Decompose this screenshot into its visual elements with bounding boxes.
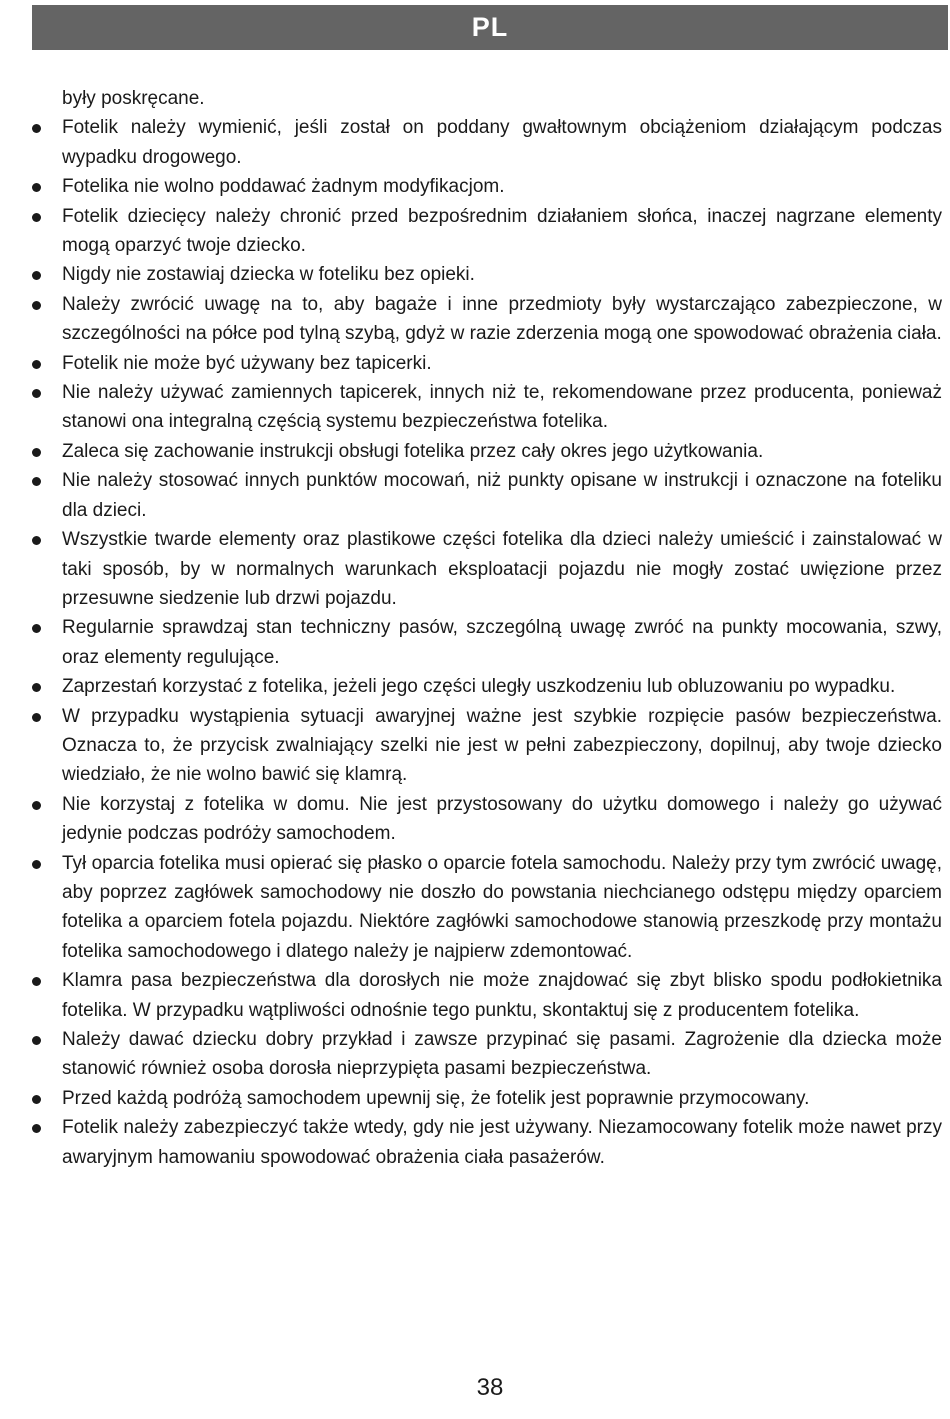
bullet-text: W przypadku wystąpienia sytuacji awaryjnej ważne jest szybkie rozpięcie pasów bezpieczeństwa. Oznacza to, że przycisk zwalniający szelki nie jest w pełni zabezpieczony, dopilnuj, aby twoje dziecko wiedziało, że nie wolno bawić się klamrą. [62,705,942,786]
bullet-text: Należy zwrócić uwagę na to, aby bagaże i inne przedmioty były wystarczająco zabezpieczone, w szczególności na półce pod tylną szybą, gdyż w razie zderzenia mogą one spowodować obrażenia ciała. [62,293,942,345]
bullet-text: Fotelik nie może być używany bez tapicerki. [62,352,432,374]
bullet-item [30,849,942,967]
bullet-text: Zaprzestań korzystać z fotelika, jeżeli jego części uległy uszkodzeniu lub obluzowaniu po wypadku. [62,676,896,698]
bullet-item [30,1084,942,1113]
page-number: 38 [476,1374,504,1401]
bullet-item [30,966,942,1025]
bullet-text: Należy dawać dziecku dobry przykład i zawsze przypinać się pasami. Zagrożenie dla dziecka może stanowić również osoba dorosła nieprzypięta pasami bezpieczeństwa. [62,1029,942,1080]
bullet-dot-icon [32,536,41,545]
bullet-item [30,613,942,672]
bullet-dot-icon [32,1095,41,1104]
language-header-bar [32,5,948,50]
bullet-dot-icon [32,683,41,692]
bullet-dot-icon [32,360,41,369]
bullet-text: Wszystkie twarde elementy oraz plastikowe części fotelika dla dzieci należy umieścić i zainstalować w taki sposób, by w normalnych warunkach eksploatacji pojazdu nie mogły zostać uwięzione przez przesuwne siedzenie lub drzwi pojazdu. [62,529,942,609]
bullet-item [30,260,942,289]
bullet-text: Fotelika nie wolno poddawać żadnym modyfikacjom. [62,176,505,198]
bullet-dot-icon [32,448,41,457]
safety-instructions-body [30,84,942,1172]
bullet-item [30,672,942,701]
bullet-text: Fotelik należy wymienić, jeśli został on poddany gwałtownym obciążeniom działającym podczas wypadku drogowego. [62,117,942,168]
bullet-text: Nie korzystaj z fotelika w domu. Nie jest przystosowany do użytku domowego i należy go używać jedynie podczas podróży samochodem. [62,793,942,845]
bullet-text: Nigdy nie zostawiaj dziecka w foteliku bez opieki. [62,264,475,286]
bullet-dot-icon [32,1124,41,1133]
bullet-item [30,437,942,466]
bullet-dot-icon [32,271,41,280]
bullet-text: Klamra pasa bezpieczeństwa dla dorosłych nie może znajdować się zbyt blisko spodu podłokietnika fotelika. W przypadku wątpliwości odnośnie tego punktu, skontaktuj się z producentem fotelika. [62,970,942,1021]
bullet-text: Nie należy stosować innych punktów mocowań, niż punkty opisane w instrukcji i oznaczone na foteliku dla dzieci. [62,470,942,521]
bullet-item [30,1113,942,1172]
bullet-item [30,525,942,613]
bullet-dot-icon [32,389,41,398]
bullet-item [30,790,942,849]
bullet-text: Tył oparcia fotelika musi opierać się płasko o oparcie fotela samochodu. Należy przy tym zwrócić uwagę, aby poprzez zagłówek samochodowy nie doszło do powstania niechcianego odstępu między oparciem fotelika a oparciem fotela pojazdu. Niektóre zagłówki samochodowe stanowią przeszkodę przy montażu fotelika samochodowego i dlatego należy je najpierw zdemontować. [62,852,942,962]
language-code-title: PL [471,12,509,42]
bullet-item [30,172,942,201]
bullet-dot-icon [32,801,41,810]
bullet-dot-icon [32,213,41,222]
bullet-item [30,290,942,349]
bullet-item [30,202,942,261]
bullet-dot-icon [32,860,41,869]
continuation-paragraph: były poskręcane. [62,88,205,109]
bullet-text: Fotelik należy zabezpieczyć także wtedy, gdy nie jest używany. Niezamocowany fotelik może nawet przy awaryjnym hamowaniu spowodować obrażenia ciała pasażerów. [62,1117,942,1168]
bullet-item [30,113,942,172]
bullet-item [30,378,942,437]
bullet-dot-icon [32,713,41,722]
bullet-text: Fotelik dziecięcy należy chronić przed bezpośrednim działaniem słońca, inaczej nagrzane elementy mogą oparzyć twoje dziecko. [62,205,942,257]
bullet-dot-icon [32,301,41,310]
bullet-text: Nie należy używać zamiennych tapicerek, innych niż te, rekomendowane przez producenta, ponieważ stanowi ona integralną częścią systemu bezpieczeństwa fotelika. [62,382,942,433]
bullet-item [30,702,942,790]
bullet-text: Regularnie sprawdzaj stan techniczny pasów, szczególną uwagę zwróć na punkty mocowania, szwy, oraz elementy regulujące. [62,617,942,668]
bullet-item [30,349,942,378]
bullet-dot-icon [32,183,41,192]
bullet-dot-icon [32,124,41,133]
bullet-dot-icon [32,1036,41,1045]
bullet-dot-icon [32,477,41,486]
bullet-text: Zaleca się zachowanie instrukcji obsługi fotelika przez cały okres jego użytkowania. [62,440,764,462]
bullet-dot-icon [32,977,41,986]
bullet-item [30,1025,942,1084]
bullet-item [30,466,942,525]
bullet-dot-icon [32,624,41,633]
safety-bullet-list [30,113,942,1172]
bullet-text: Przed każdą podróżą samochodem upewnij się, że fotelik jest poprawnie przymocowany. [62,1087,810,1109]
